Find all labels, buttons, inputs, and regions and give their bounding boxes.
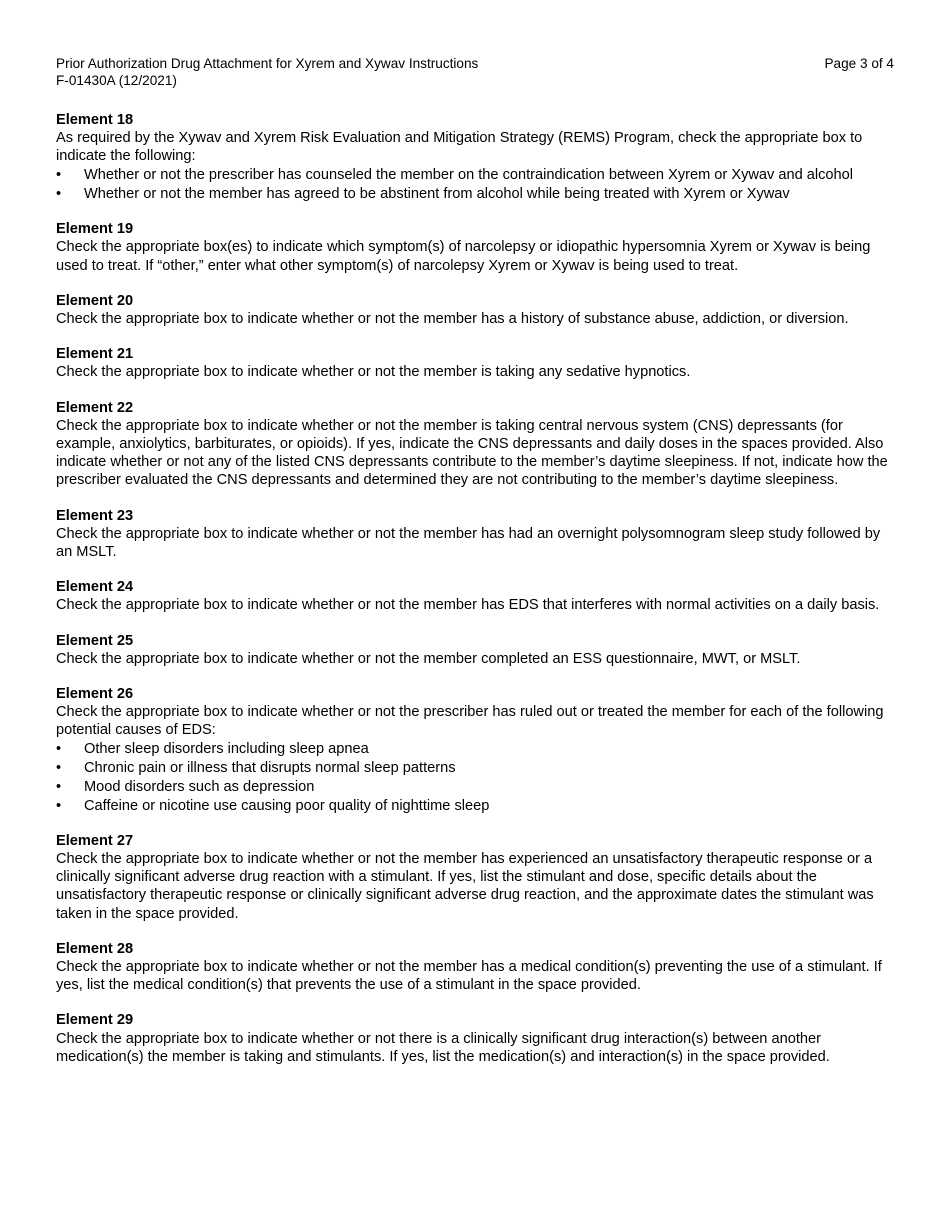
element-section — [56, 940, 894, 995]
element-text: Check the appropriate box to indicate whether or not the member has had an overnight polysomnogram sleep study followed by an MSLT. — [56, 525, 881, 561]
element-section — [56, 345, 894, 381]
element-text: Check the appropriate box to indicate whether or not the member has a medical condition(s) preventing the use of a stimulant. If yes, list the medical condition(s) that prevents the use of a stimulant in the space provided. — [56, 959, 882, 994]
bullet-item — [56, 778, 894, 796]
element-heading: Element 23 — [56, 507, 134, 524]
element-section — [56, 399, 894, 490]
element-text: Check the appropriate box to indicate whether or not the member completed an ESS questionnaire, MWT, or MSLT. — [56, 650, 801, 667]
bullet-text: Chronic pain or illness that disrupts normal sleep patterns — [84, 760, 456, 777]
bullet-item — [56, 759, 894, 777]
element-heading: Element 27 — [56, 832, 134, 849]
element-text: Check the appropriate box to indicate whether or not there is a clinically significant drug interaction(s) between another medication(s) the member is taking and stimulants. If yes, list the medication(s) and interaction(s) in the space provided. — [56, 1030, 830, 1065]
page-number: Page 3 of 4 — [824, 56, 894, 71]
element-heading: Element 26 — [56, 686, 134, 703]
element-text: Check the appropriate box to indicate whether or not the member is taking central nervous system (CNS) depressants (for example, anxiolytics, barbiturates, or opioids). If yes, indicate the CNS depressants and daily doses in the spaces provided. Also indicate whether or not any of the listed CNS depressants contribute to the member’s daytime sleepiness. If not, indicate how the prescriber evaluated the CNS depressants and determined they are not contributing to the member’s daytime sleepiness. — [56, 417, 888, 489]
element-section — [56, 1011, 894, 1066]
element-text: Check the appropriate box to indicate whether or not the member has experienced an unsatisfactory therapeutic response or a clinically significant adverse drug reaction with a stimulant. If yes, list the stimulant and dose, specific details about the unsatisfactory therapeutic response or clinically significant adverse drug reaction, and the approximate dates the stimulant was taken in the space provided. — [56, 851, 874, 922]
bullet-icon: • — [56, 797, 62, 814]
element-text: Check the appropriate box to indicate whether or not the member has EDS that interferes with normal activities on a daily basis. — [56, 597, 880, 614]
element-section — [56, 220, 894, 275]
element-section — [56, 292, 894, 328]
bullet-icon: • — [56, 778, 62, 795]
element-section — [56, 685, 894, 815]
element-heading: Element 24 — [56, 579, 134, 596]
element-section — [56, 578, 894, 614]
element-section — [56, 111, 894, 203]
element-text: As required by the Xywav and Xyrem Risk Evaluation and Mitigation Strategy (REMS) Program, check the appropriate box to indicate the following: — [56, 130, 863, 165]
bullet-icon: • — [56, 741, 62, 758]
element-text: Check the appropriate box to indicate whether or not the member has a history of substance abuse, addiction, or diversion. — [56, 311, 849, 328]
element-heading: Element 18 — [56, 112, 134, 128]
bullet-list — [56, 166, 894, 203]
element-text: Check the appropriate box to indicate whether or not the prescriber has ruled out or treated the member for each of the following potential causes of EDS: — [56, 704, 884, 739]
bullet-item — [56, 185, 894, 203]
bullet-icon: • — [56, 186, 62, 202]
page-header — [56, 55, 894, 89]
bullet-item — [56, 166, 894, 184]
element-heading: Element 19 — [56, 221, 134, 238]
element-section — [56, 632, 894, 668]
element-text: Check the appropriate box(es) to indicate which symptom(s) of narcolepsy or idiopathic hypersomnia Xyrem or Xywav is being used to treat. If “other,” enter what other symptom(s) of narcolepsy Xyrem or Xywav is being used to treat. — [56, 239, 871, 274]
document-page — [56, 55, 894, 1083]
element-heading: Element 29 — [56, 1012, 134, 1029]
element-heading: Element 21 — [56, 346, 134, 363]
bullet-text: Whether or not the member has agreed to be abstinent from alcohol while being treated with Xyrem or Xywav — [84, 186, 790, 202]
element-section — [56, 507, 894, 562]
element-section — [56, 832, 894, 923]
element-heading: Element 20 — [56, 292, 134, 309]
elements-list — [56, 111, 894, 1066]
bullet-text: Mood disorders such as depression — [84, 778, 315, 795]
element-heading: Element 22 — [56, 399, 134, 416]
bullet-icon: • — [56, 167, 62, 184]
element-text: Check the appropriate box to indicate whether or not the member is taking any sedative hypnotics. — [56, 364, 691, 381]
bullet-list — [56, 740, 894, 815]
bullet-text: Other sleep disorders including sleep apnea — [84, 741, 369, 758]
element-heading: Element 28 — [56, 940, 134, 957]
bullet-text: Caffeine or nicotine use causing poor quality of nighttime sleep — [84, 797, 490, 814]
bullet-text: Whether or not the prescriber has counseled the member on the contraindication between Xyrem or Xywav and alcohol — [84, 167, 854, 184]
bullet-icon: • — [56, 760, 62, 777]
bullet-item — [56, 797, 894, 815]
bullet-item — [56, 740, 894, 758]
element-heading: Element 25 — [56, 632, 134, 649]
form-id: F-01430A (12/2021) — [56, 73, 177, 88]
document-title: Prior Authorization Drug Attachment for Xyrem and Xywav Instructions — [56, 56, 479, 71]
